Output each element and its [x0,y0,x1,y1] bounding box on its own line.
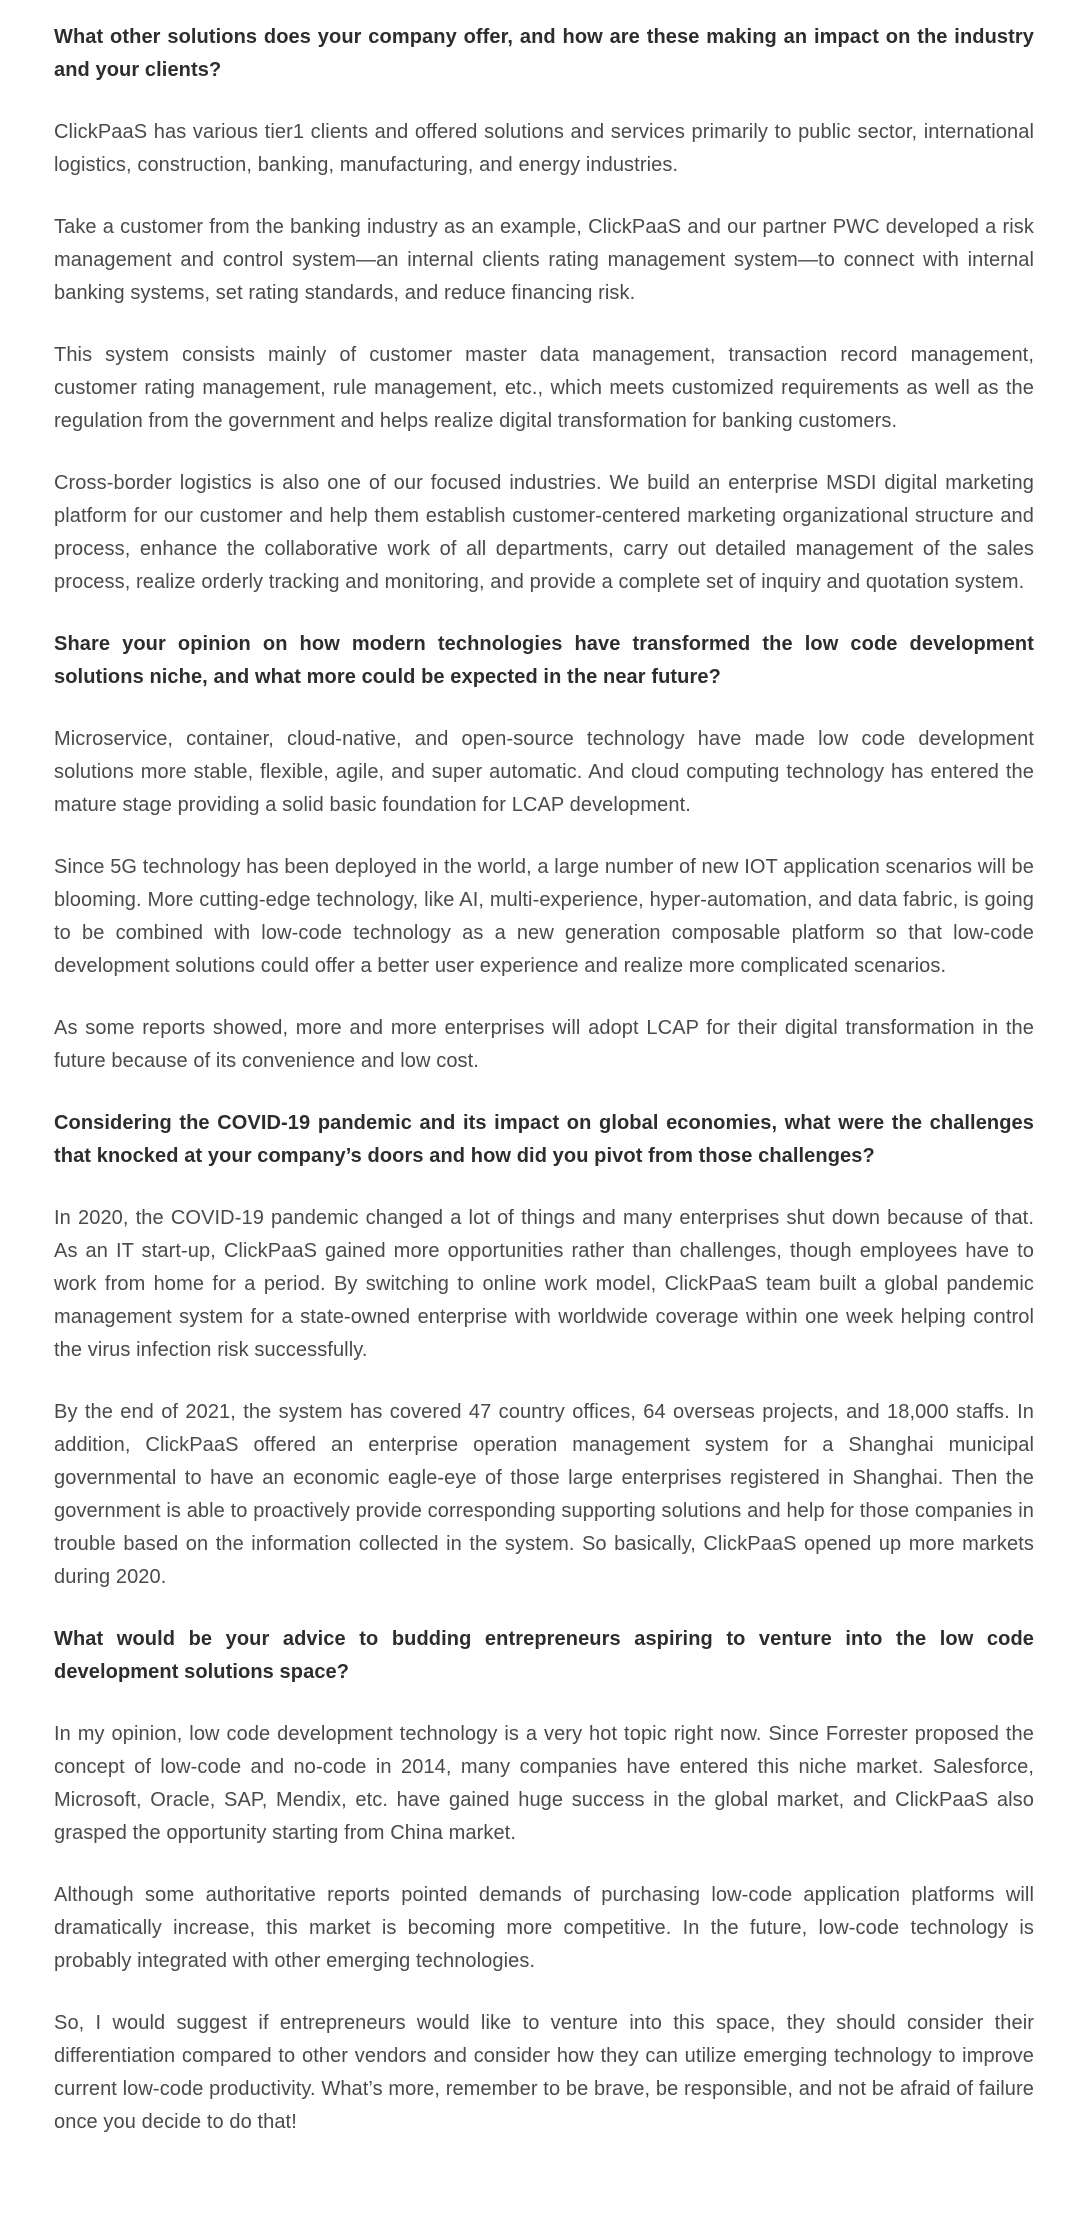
question-heading: What would be your advice to budding entrepreneurs aspiring to venture into the low code development solutions space? [54,1628,1034,1683]
answer-paragraph: In my opinion, low code development technology is a very hot topic right now. Since Forrester proposed the concept of low-code and no-code in 2014, many companies have entered this niche market. Salesforce, Microsoft, Oracle, SAP, Mendix, etc. have gained huge success in the global market, and ClickPaaS also grasped the opportunity starting from China market. [54,1723,1034,1844]
question-heading: Considering the COVID-19 pandemic and its impact on global economies, what were the challenges that knocked at your company’s doors and how did you pivot from those challenges? [54,1112,1034,1167]
answer-paragraph: Take a customer from the banking industry as an example, ClickPaaS and our partner PWC developed a risk management and control system—an internal clients rating management system—to connect with internal banking systems, set rating standards, and reduce financing risk. [54,216,1034,304]
answer-paragraph: This system consists mainly of customer master data management, transaction record management, customer rating management, rule management, etc., which meets customized requirements as well as the regulation from the government and helps realize digital transformation for banking customers. [54,344,1034,432]
question-heading: Share your opinion on how modern technologies have transformed the low code development solutions niche, and what more could be expected in the near future? [54,633,1034,688]
answer-paragraph: By the end of 2021, the system has covered 47 country offices, 64 overseas projects, and 18,000 staffs. In addition, ClickPaaS offered an enterprise operation management system for a Shanghai municipal governmental to have an economic eagle-eye of those large enterprises registered in Shanghai. Then the government is able to proactively provide corresponding supporting solutions and help for those companies in trouble based on the information collected in the system. So basically, ClickPaaS opened up more markets during 2020. [54,1401,1034,1588]
answer-paragraph: Since 5G technology has been deployed in the world, a large number of new IOT application scenarios will be blooming. More cutting-edge technology, like AI, multi-experience, hyper-automation, and data fabric, is going to be combined with low-code technology as a new generation composable platform so that low-code development solutions could offer a better user experience and realize more complicated scenarios. [54,856,1034,977]
answer-paragraph: So, I would suggest if entrepreneurs would like to venture into this space, they should consider their differentiation compared to other vendors and consider how they can utilize emerging technology to improve current low-code productivity. What’s more, remember to be brave, be responsible, and not be afraid of failure once you decide to do that! [54,2012,1034,2133]
answer-paragraph: Although some authoritative reports pointed demands of purchasing low-code application platforms will dramatically increase, this market is becoming more competitive. In the future, low-code technology is probably integrated with other emerging technologies. [54,1884,1034,1972]
answer-paragraph: ClickPaaS has various tier1 clients and offered solutions and services primarily to public sector, international logistics, construction, banking, manufacturing, and energy industries. [54,121,1034,176]
answer-paragraph: Cross-border logistics is also one of our focused industries. We build an enterprise MSDI digital marketing platform for our customer and help them establish customer-centered marketing organizational structure and process, enhance the collaborative work of all departments, carry out detailed management of the sales process, realize orderly tracking and monitoring, and provide a complete set of inquiry and quotation system. [54,472,1034,593]
answer-paragraph: Microservice, container, cloud-native, and open-source technology have made low code development solutions more stable, flexible, agile, and super automatic. And cloud computing technology has entered the mature stage providing a solid basic foundation for LCAP development. [54,728,1034,816]
answer-paragraph: As some reports showed, more and more enterprises will adopt LCAP for their digital transformation in the future because of its convenience and low cost. [54,1017,1034,1072]
question-heading: What other solutions does your company offer, and how are these making an impact on the industry and your clients? [54,26,1034,81]
answer-paragraph: In 2020, the COVID-19 pandemic changed a lot of things and many enterprises shut down because of that. As an IT start-up, ClickPaaS gained more opportunities rather than challenges, though employees have to work from home for a period. By switching to online work model, ClickPaaS team built a global pandemic management system for a state-owned enterprise with worldwide coverage within one week helping control the virus infection risk successfully. [54,1207,1034,1361]
